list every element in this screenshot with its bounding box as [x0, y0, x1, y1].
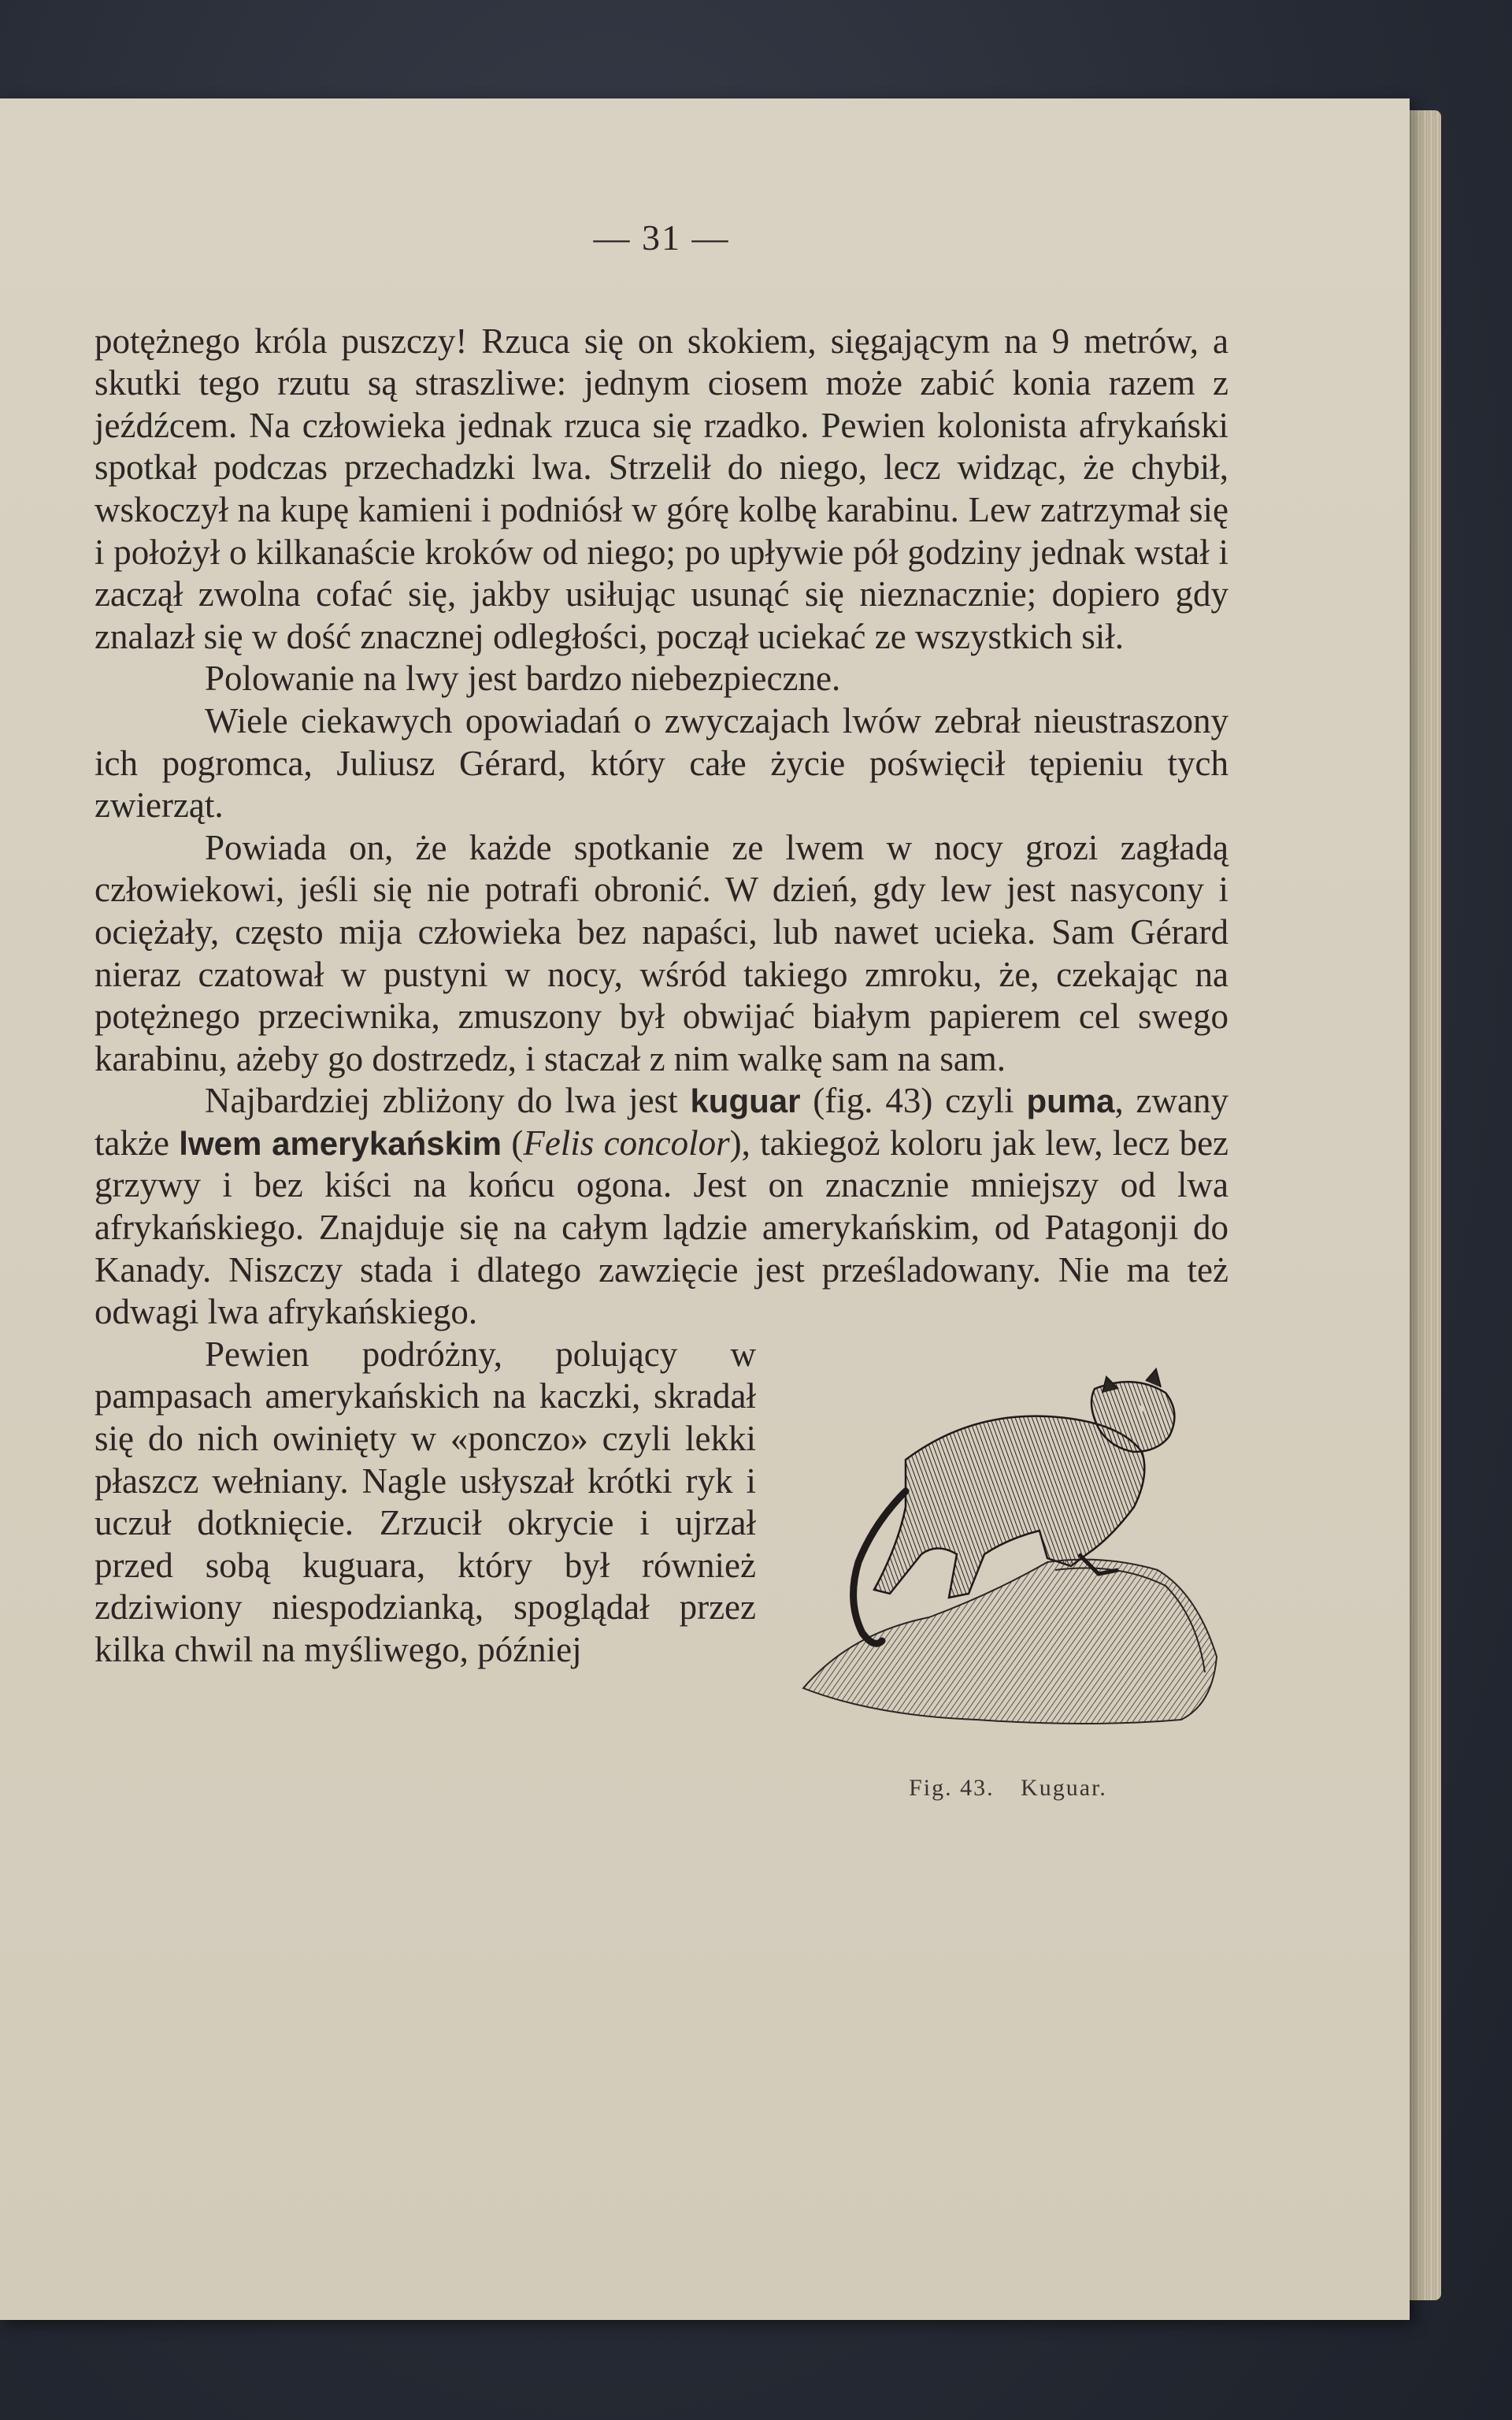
p5-text-d: (: [511, 1123, 524, 1163]
figure-caption-name: Kuguar.: [1021, 1774, 1107, 1801]
paragraph-2: Polowanie na lwy jest bardzo niebezpieczne.: [205, 659, 841, 699]
figure-kuguar: [788, 1357, 1228, 1809]
figure-caption-label: Fig. 43.: [909, 1774, 995, 1801]
paragraph-6: Pewien podróżny, polujący w pampasach amerykańskich na kaczki, skradał się do nich owinięty w «ponczo» czyli lekki płaszcz wełniany. Nagle usłyszał krótki ryk i uczuł dotknięcie. Zrzucił okrycie i ujrzał przed sobą kuguara, który był również zdziwiony niespodzianką, spoglądał przez kilka chwil na myśliwego, później: [94, 1334, 756, 1669]
p5-text-a: Najbardziej zbliżony do lwa jest: [205, 1081, 678, 1121]
paragraph-5: [94, 1080, 1228, 1334]
p5-text-b: (fig. 43) czyli: [813, 1081, 1014, 1121]
paragraph-1: potężnego króla puszczy! Rzuca się on skokiem, sięgającym na 9 metrów, a skutki tego rzutu są straszliwe: jednym ciosem może zabić konia razem z jeźdźcem. Na człowieka jednak rzuca się rzadko. Pewien kolonista afrykański spotkał podczas przechadzki lwa. Strzelił do niego, lecz widząc, że chybił, wskoczył na kupę kamieni i podniósł w górę kolbę karabinu. Lew zatrzymał się i położył o kilkanaście kroków od niego; po upływie pół godziny jednak wstał i zaczął zwolna cofać się, jakby usiłując usunąć się nieznacznie; dopiero gdy znalazł się w dość znacznej odległości, począł uciekać ze wszystkich sił.: [94, 321, 1228, 656]
term-puma: puma: [1026, 1082, 1115, 1120]
figure-caption: [788, 1767, 1228, 1809]
term-kuguar: kuguar: [690, 1082, 801, 1120]
latin-name: Felis concolor: [523, 1123, 730, 1163]
paragraph-4: Powiada on, że każde spotkanie ze lwem w nocy grozi zagładą człowiekowi, jeśli się nie potrafi obronić. W dzień, gdy lew jest nasycony i ociężały, często mija człowieka bez napaści, lub nawet ucieka. Sam Gérard nieraz czatował w pustyni w nocy, wśród takiego zmroku, że, czekając na potężnego przeciwnika, zmuszony był obwijać białym papierem cel swego karabinu, ażeby go dostrzedz, i staczał z nim walkę sam na sam.: [94, 827, 1228, 1078]
kuguar-illustration: [788, 1357, 1228, 1735]
paragraph-3: Wiele ciekawych opowiadań o zwyczajach lwów zebrał nieustraszony ich pogromca, Juliusz Gérard, który całe życie poświęcił tępieniu tych zwierząt.: [94, 700, 1228, 826]
book-page: [0, 98, 1410, 2320]
page-number: — 31 —: [593, 217, 730, 258]
page-content: [94, 217, 1228, 1817]
p5-text-e: ), takiegoż koloru jak lew, lecz bez grzywy i bez kiści na końcu ogona. Jest on znacznie mniejszy od lwa afrykańskiego. Znajduje się na całym lądzie amerykańskim, od Patagonji do Kanady. Niszczy stada i dlatego zawzięcie jest prześladowany. Nie ma też odwagi lwa afrykańskiego.: [94, 1123, 1229, 1332]
term-lew-amerykanski: lwem amerykańskim: [179, 1124, 502, 1162]
p5-text-c: , zwany także: [94, 1081, 1228, 1163]
